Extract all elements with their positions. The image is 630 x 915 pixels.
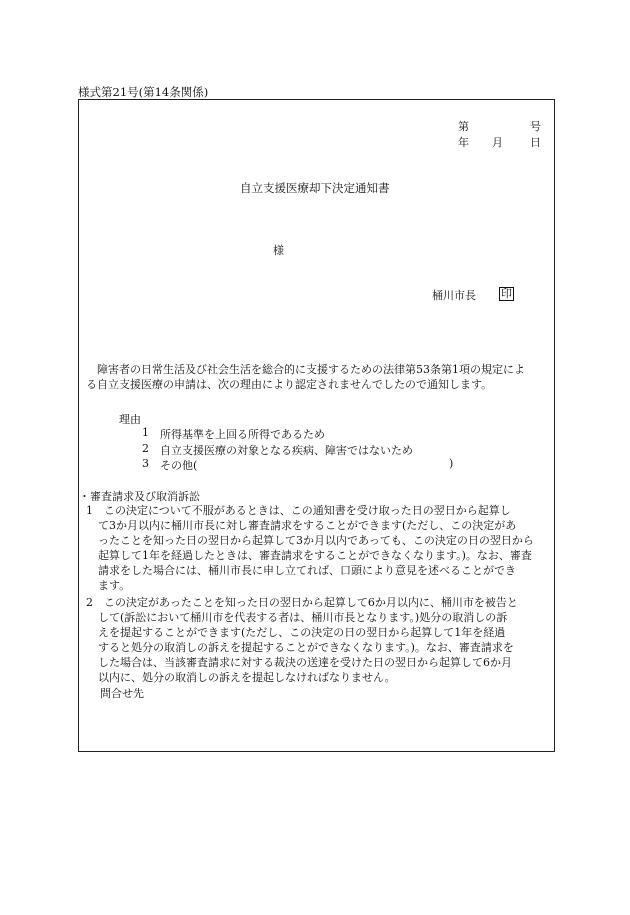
reason-num: 2 (142, 442, 149, 455)
number-suffix: 号 (530, 120, 541, 133)
appeal-item-1 (86, 503, 552, 593)
contact-label: 問合せ先 (100, 687, 144, 700)
appeal-line: 2 この決定があったことを知った日の翌日から起算して6か月以内に、桶川市を被告と (86, 596, 518, 609)
reason-text: 所得基準を上回る所得であるため (160, 428, 325, 441)
date-year: 年 (458, 136, 469, 149)
addressee-suffix: 様 (273, 244, 284, 257)
appeal-line: 起算して1年を経過したときは、審査請求をすることができなくなります。)。なお、審査 (98, 549, 532, 562)
reason-close-paren: ) (449, 457, 454, 470)
intro-line: る自立支援医療の申請は、次の理由により認定されませんでしたので通知します。 (86, 378, 493, 391)
appeal-line: ったことを知った日の翌日から起算して3か月以内であっても、この決定の日の翌日から (98, 534, 534, 547)
reason-num: 1 (142, 426, 149, 439)
appeal-line: 1 この決定について不服があるときは、この通知書を受け取った日の翌日から起算し (86, 504, 511, 517)
appeal-line: して(訴訟において桶川市を代表する者は、桶川市長となります。)処分の取消しの訴 (98, 611, 508, 624)
intro-line: 障害者の日常生活及び社会生活を総合的に支援するための法律第53条第1項の規定によ (97, 363, 525, 376)
appeal-line: 請求をした場合には、桶川市長に申し立てれば、口頭により意見を述べることができ (98, 564, 516, 577)
issuer-name: 桶川市長 (432, 289, 476, 302)
form-label: 様式第21号(第14条関係) (78, 85, 209, 99)
appeal-line: 以内に、処分の取消しの訴えを提起しなければなりません。 (98, 671, 396, 684)
appeal-line: すると処分の取消しの訴えを提起することができなくなります。)。なお、審査請求を (98, 641, 514, 654)
date-month: 月 (492, 136, 503, 149)
appeal-line: えを提起することができます(ただし、この決定の日の翌日から起算して1年を経過 (98, 626, 506, 639)
appeal-line: ます。 (98, 579, 131, 592)
document-title: 自立支援医療却下決定通知書 (240, 181, 390, 195)
reasons-heading: 理由 (119, 413, 141, 426)
reason-text: 自立支援医療の対象となる疾病、障害ではないため (160, 444, 413, 457)
seal-mark: 印 (501, 287, 512, 300)
number-prefix: 第 (458, 120, 469, 133)
reason-num: 3 (142, 457, 149, 470)
appeal-line: した場合は、当該審査請求に対する裁決の送達を受けた日の翌日から起算して6か月 (98, 656, 512, 669)
appeal-line: て3か月以内に桶川市長に対し審査請求をすることができます(ただし、この決定があ (98, 519, 517, 532)
reason-text: その他( (160, 459, 198, 472)
intro-paragraph (86, 362, 525, 392)
document-frame (78, 99, 555, 752)
appeal-heading: ・審査請求及び取消訴訟 (79, 490, 200, 503)
date-day: 日 (530, 136, 541, 149)
appeal-item-2 (86, 595, 552, 685)
